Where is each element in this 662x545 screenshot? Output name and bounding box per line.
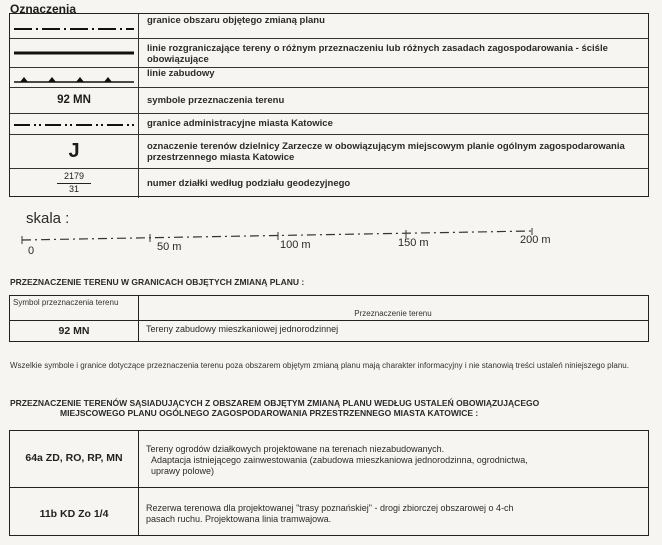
info-note: Wszelkie symbole i granice dotyczące przeznaczenia terenu poza obszarem objętym zmianą planu mają charakter informacyjny i nie stanowią treści ustaleń niniejszego planu. bbox=[10, 361, 629, 370]
thick-solid-line-icon bbox=[10, 39, 139, 68]
row-text-line: pasach ruchu. Projektowana linia tramwajowa. bbox=[146, 514, 332, 524]
legend-row bbox=[10, 134, 648, 169]
legend-row bbox=[10, 38, 648, 68]
symbol-letter: J bbox=[68, 140, 80, 162]
legend-table bbox=[9, 13, 649, 197]
legend-text: granice administracyjne miasta Katowice bbox=[147, 118, 333, 129]
legend-row bbox=[10, 87, 648, 114]
row-purpose: Tereny zabudowy mieszkaniowej jednorodzinnej bbox=[146, 324, 339, 334]
fraction-bottom: 31 bbox=[68, 184, 79, 194]
scale-label: skala : bbox=[26, 210, 70, 227]
neighbour-table bbox=[9, 430, 649, 536]
symbol-label: 92 MN bbox=[57, 94, 91, 106]
legend-text: granice obszaru objętego zmianą planu bbox=[147, 15, 325, 26]
legend-row bbox=[10, 113, 648, 135]
row-text-line: Adaptacja istniejącego zainwestowania (zabudowa mieszkaniowa jednorodzinna, ogrodnictwa, bbox=[151, 455, 528, 465]
row-text-line: uprawy polowe) bbox=[151, 466, 215, 476]
fraction-symbol bbox=[10, 169, 139, 198]
legend-title: Oznaczenia bbox=[10, 2, 77, 16]
row-symbol: 11b KD Zo 1/4 bbox=[39, 508, 109, 520]
section1-title: PRZEZNACZENIE TERENU W GRANICACH OBJĘTYCH ZMIANĄ PLANU : bbox=[10, 277, 305, 287]
row-symbol: 92 MN bbox=[58, 325, 90, 337]
section2-title-line2: MIEJSCOWEGO PLANU OGÓLNEGO ZAGOSPODAROWANIA PRZESTRZENNEGO MIASTA KATOWICE : bbox=[60, 408, 479, 418]
legend-row bbox=[10, 168, 648, 198]
legend-text: linie zabudowy bbox=[147, 68, 215, 79]
legend-row bbox=[10, 67, 648, 88]
legend-row bbox=[10, 14, 648, 38]
scale-tick-label: 0 bbox=[28, 245, 35, 257]
row-text-line: Rezerwa terenowa dla projektowanej "trasy poznańskiej" - drogi zbiorczej obszarowej o 4-ch bbox=[146, 503, 514, 513]
legend-text: linie rozgraniczające tereny o różnym przeznaczeniu lub różnych zasadach zagospodarowania - ściśle obowiązujące bbox=[147, 43, 608, 65]
header-symbol: Symbol przeznaczenia terenu bbox=[13, 298, 119, 307]
dash-dot-line-icon bbox=[10, 14, 139, 38]
scale-tick-label: 150 m bbox=[398, 237, 429, 249]
row-symbol: 64a ZD, RO, RP, MN bbox=[25, 452, 123, 464]
row-text-line: Tereny ogrodów działkowych projektowane na terenach niezabudowanych. bbox=[146, 444, 445, 454]
legend-text: oznaczenie terenów dzielnicy Zarzecze w obowiązującym miejscowym planie ogólnym zagospodarowania przestrzennego miasta Katowice bbox=[147, 141, 625, 163]
fraction-top: 2179 bbox=[63, 171, 85, 181]
legend-text: symbole przeznaczenia terenu bbox=[147, 95, 285, 106]
scale-tick-label: 50 m bbox=[157, 241, 182, 253]
dash-dot-dot-line-icon bbox=[10, 114, 139, 135]
scale-tick-label: 100 m bbox=[280, 239, 311, 251]
legend-text: numer działki według podziału geodezyjnego bbox=[147, 178, 351, 189]
scale-tick-label: 200 m bbox=[520, 234, 551, 246]
header-purpose: Przeznaczenie terenu bbox=[354, 309, 432, 318]
line-with-triangles-icon bbox=[10, 68, 139, 88]
purpose-table bbox=[9, 295, 649, 342]
section2-title-line1: PRZEZNACZENIE TERENÓW SĄSIADUJĄCYCH Z OBSZAREM OBJĘTYM ZMIANĄ PLANU WEDŁUG USTALEŃ OBOWIĄZUJĄCEGO bbox=[10, 398, 540, 408]
